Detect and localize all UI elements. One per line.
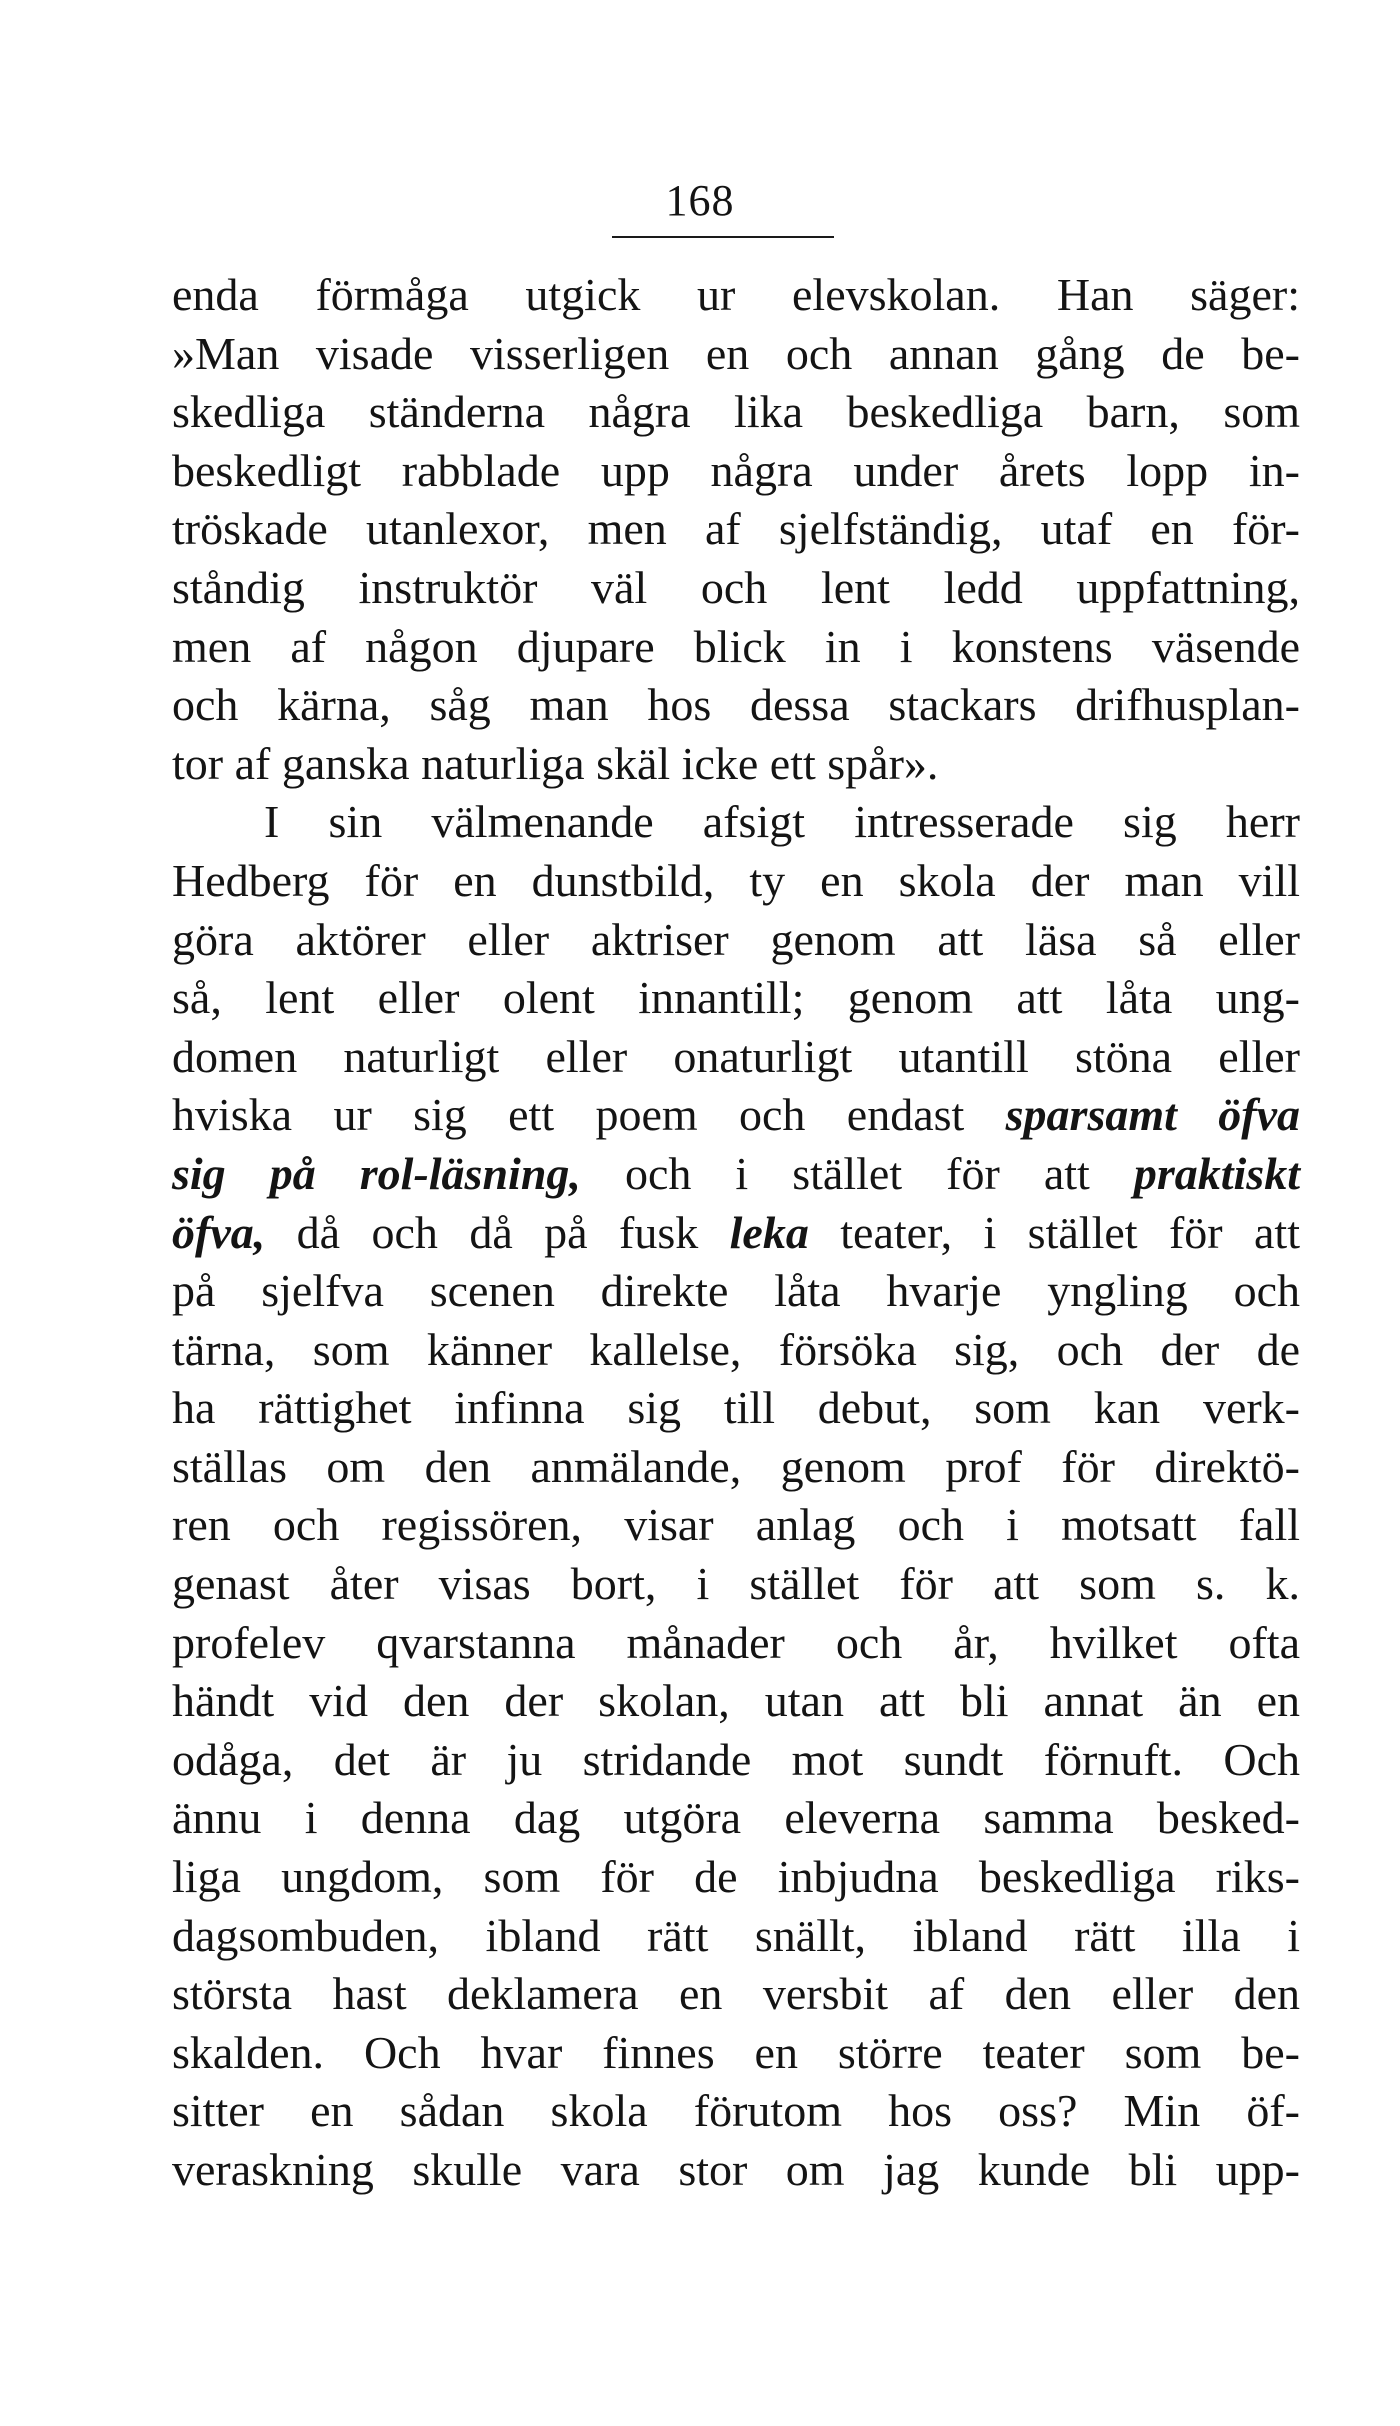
text-line [172,1204,1300,1263]
text-line: skedliga ständerna några lika beskedliga barn, som [172,386,1300,438]
text-line: ren och regissören, visar anlag och i motsatt fall [172,1499,1300,1551]
emphasized-text: öfva, [172,1206,266,1258]
text-line: Hedberg för en dunstbild, ty en skola der man vill [172,854,1300,906]
text-line: ställas om den anmälande, genom prof för direktö- [172,1440,1300,1492]
text-line: så, lent eller olent innantill; genom att låta ung- [172,972,1300,1024]
text-line [172,1086,1300,1145]
text-line [172,1145,1300,1204]
emphasized-text: leka [729,1206,809,1258]
plain-text: då och då på fusk [265,1206,730,1258]
text-line: göra aktörer eller aktriser genom att läsa så eller [172,913,1300,965]
text-line: beskedligt rabblade upp några under årets lopp in- [172,444,1300,496]
text-line: profelev qvarstanna månader och år, hvilket ofta [172,1616,1300,1668]
text-line: dagsombuden, ibland rätt snällt, ibland rätt illa i [172,1909,1300,1961]
text-line: skalden. Och hvar finnes en större teater som be- [172,2026,1300,2078]
emphasized-text: sparsamt öfva [1005,1089,1300,1141]
emphasized-text: praktiskt [1133,1147,1300,1199]
text-line: enda förmåga utgick ur elevskolan. Han säger: [172,269,1300,320]
text-line: händt vid den der skolan, utan att bli annat än en [172,1675,1300,1727]
header-rule [612,236,834,238]
page-number: 168 [665,176,735,225]
text-line: men af någon djupare blick in i konstens väsende [172,620,1300,672]
paragraph-start-line: I sin välmenande afsigt intresserade sig herr [264,796,1300,848]
plain-text: och i stället för att [580,1147,1134,1199]
plain-text: hviska ur sig ett poem och endast [172,1089,1006,1141]
text-line: tärna, som känner kallelse, försöka sig, och der de [172,1323,1300,1375]
text-line: ha rättighet infinna sig till debut, som kan verk- [172,1382,1300,1434]
emphasized-text: sig på rol-läsning, [172,1147,581,1199]
text-line: och kärna, såg man hos dessa stackars drifhusplan- [172,679,1300,731]
text-line: sitter en sådan skola förutom hos oss? Min öf- [172,2085,1300,2137]
text-line: ännu i denna dag utgöra eleverna samma besked- [172,1792,1300,1844]
text-column [172,266,1300,2200]
text-line: tröskade utanlexor, men af sjelfständig, utaf en för- [172,503,1300,555]
text-line: största hast deklamera en versbit af den eller den [172,1968,1300,2020]
text-line: ståndig instruktör väl och lent ledd uppfattning, [172,561,1300,613]
text-line: tor af ganska naturliga skäl icke ett spår». [172,737,939,789]
text-line: genast åter visas bort, i stället för att som s. k. [172,1558,1300,1610]
text-line: på sjelfva scenen direkte låta hvarje yngling och [172,1265,1300,1317]
plain-text: teater, i stället för att [808,1206,1300,1258]
text-line: »Man visade visserligen en och annan gång de be- [172,327,1300,379]
text-line: veraskning skulle vara stor om jag kunde bli upp- [172,2144,1300,2195]
text-line: domen naturligt eller onaturligt utantill stöna eller [172,1030,1300,1082]
text-line: liga ungdom, som för de inbjudna beskedliga riks- [172,1851,1300,1903]
text-line: odåga, det är ju stridande mot sundt förnuft. Och [172,1733,1300,1785]
